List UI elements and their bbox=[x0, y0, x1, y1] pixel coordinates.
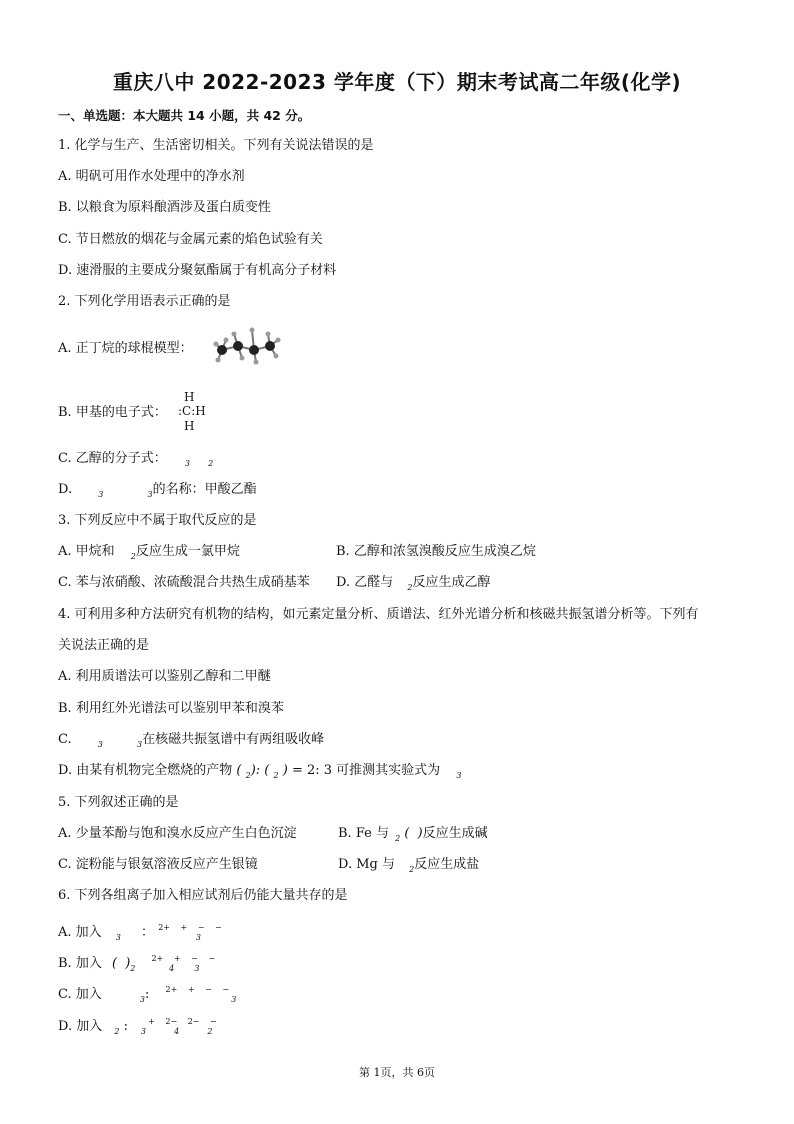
q1-stem: 1. 化学与生产、生活密切相关。下列有关说法错误的是 bbox=[58, 138, 374, 153]
q4-c-sub-1: 3 bbox=[97, 740, 103, 749]
page-footer: 第 1页，共 6页 bbox=[359, 1066, 435, 1079]
q4-option-b: B. 利用红外光谱法可以鉴别甲苯和溴苯 bbox=[58, 701, 284, 716]
q5-option-b-part2: 反应生成碱 bbox=[422, 826, 488, 841]
q3-option-a-part1: A. 甲烷和 bbox=[58, 544, 115, 559]
q3-stem: 3. 下列反应中不属于取代反应的是 bbox=[58, 513, 257, 528]
q6-option-b bbox=[58, 951, 216, 977]
q4-c-sub-2: 3 bbox=[137, 740, 143, 749]
butane-ball-stick-model-icon bbox=[212, 322, 284, 366]
q5-b-sub: 2 bbox=[395, 834, 401, 843]
q1-option-d: D. 速滑服的主要成分聚氨酯属于有机高分子材料 bbox=[58, 263, 337, 278]
q3-row-1 bbox=[58, 544, 536, 565]
methyl-electron-formula bbox=[178, 392, 218, 436]
q6-a-sub-3: 3 bbox=[195, 933, 201, 942]
q3-option-a-part2: 反应生成一氯甲烷 bbox=[135, 544, 240, 559]
q6-a-ions: 2+ + − − bbox=[158, 923, 222, 932]
q6-option-b-label: B. 加入 bbox=[58, 956, 102, 971]
q5-option-d bbox=[338, 857, 479, 878]
q6-b-sub: 2 bbox=[130, 964, 136, 973]
q6-option-c: C. 加入 $_3$: $^{2+ + - -}$ $_3$ bbox=[58, 985, 237, 1004]
q4-d-paren-1: ( bbox=[236, 763, 242, 778]
q3-option-d-part2: 反应生成乙醇 bbox=[412, 575, 491, 590]
q4-option-c-text: 在核磁共振氢谱中有两组吸收峰 bbox=[142, 732, 325, 747]
q6-b-paren-1: ( bbox=[111, 956, 118, 971]
q2-option-c bbox=[58, 451, 213, 472]
q3-option-d bbox=[336, 575, 490, 596]
q6-option-a bbox=[58, 920, 222, 946]
q1-option-c: C. 节日燃放的烟花与金属元素的焰色试验有关 bbox=[58, 232, 323, 247]
page-title: 重庆八中 2022-2023 学年度（下）期末考试高二年级(化学) bbox=[112, 70, 682, 94]
q6-d-sub: 2 bbox=[114, 1027, 120, 1036]
q5-option-a: A. 少量苯酚与饱和溴水反应产生白色沉淀 bbox=[58, 826, 297, 841]
q2-option-c-text: C. 乙醇的分子式： bbox=[58, 451, 167, 466]
q5-option-d-part2: 反应生成盐 bbox=[414, 857, 480, 872]
q6-option-d-label: D. 加入 bbox=[58, 1019, 103, 1034]
q4-option-d bbox=[58, 763, 461, 784]
q6-option-c-label: C. 加入 bbox=[58, 987, 102, 1002]
q4-d-sub-3: 3 bbox=[456, 771, 462, 780]
q2-option-d-text: 的名称：甲酸乙酯 bbox=[152, 482, 257, 497]
q5-option-c: C. 淀粉能与银氨溶液反应产生银镜 bbox=[58, 857, 258, 872]
q2-option-d-label: D. bbox=[58, 482, 73, 497]
q5-row-1 bbox=[58, 826, 488, 843]
q4-d-sub-1: 2 bbox=[245, 771, 251, 780]
q3-option-d-part1: D. 乙醛与 bbox=[336, 575, 394, 590]
q6-a-sub: 3 bbox=[115, 933, 121, 942]
q3-row-2 bbox=[58, 575, 491, 592]
q6-b-paren-2: ) bbox=[125, 956, 131, 971]
q3-option-b: B. 乙醇和浓氢溴酸反应生成溴乙烷 bbox=[336, 544, 536, 559]
q6-b-sub-3: 3 bbox=[194, 964, 200, 973]
electron-c-h: :C:H bbox=[178, 404, 206, 418]
q6-d-sub-3: 3 bbox=[140, 1027, 146, 1036]
q4-d-sub-2: 2 bbox=[273, 771, 279, 780]
q4-d-paren-4: ) bbox=[282, 763, 288, 778]
electron-h-bottom: H bbox=[184, 419, 195, 433]
q6-option-d: D. 加入 $_2$ : $^{+ 2- 2- -}$ $_3$ $_4$ $_2$ bbox=[58, 1017, 217, 1036]
q4-d-ratio-text: = 2: 3 可推测其实验式为 bbox=[291, 763, 441, 778]
q4-d-paren-3: ( bbox=[264, 763, 270, 778]
q3-option-c: C. 苯与浓硝酸、浓硫酸混合共热生成硝基苯 bbox=[58, 575, 310, 590]
q4-option-c bbox=[58, 732, 324, 753]
section-heading: 一、单选题：本大题共 14 小题，共 42 分。 bbox=[58, 108, 311, 123]
q6-b-ions: 2+ + − − bbox=[151, 954, 216, 963]
q6-d-sub-4: 4 bbox=[174, 1027, 180, 1036]
q4-option-d-text: D. 由某有机物完全燃烧的产物 bbox=[58, 763, 233, 778]
q4-option-c-label: C. bbox=[58, 732, 72, 747]
q1-option-a: A. 明矾可用作水处理中的净水剂 bbox=[58, 169, 245, 184]
q6-d-sub-2: 2 bbox=[207, 1027, 213, 1036]
q5-option-b bbox=[338, 826, 488, 847]
q6-b-sub-4: 4 bbox=[169, 964, 175, 973]
q6-option-a-label: A. 加入 bbox=[58, 925, 102, 940]
q5-b-paren-1: ( bbox=[404, 826, 410, 841]
q6-c-ions: 2+ + − − bbox=[165, 985, 230, 994]
q5-option-d-part1: D. Mg 与 bbox=[338, 857, 395, 872]
q2-c-sub-1: 3 bbox=[184, 459, 190, 468]
q1-option-b: B. 以粮食为原料酿酒涉及蛋白质变性 bbox=[58, 200, 271, 215]
q5-d-sub: 2 bbox=[409, 865, 415, 874]
q4-stem-line2: 关说法正确的是 bbox=[58, 638, 150, 653]
q5-stem: 5. 下列叙述正确的是 bbox=[58, 795, 179, 810]
q4-stem-line1: 4. 可利用多种方法研究有机物的结构，如元素定量分析、质谱法、红外光谱分析和核磁共振氢谱分析等。下列有 bbox=[58, 607, 699, 622]
q3-d-sub: 2 bbox=[407, 583, 413, 592]
q2-option-a: A. 正丁烷的球棍模型： bbox=[58, 341, 193, 356]
q2-stem: 2. 下列化学用语表示正确的是 bbox=[58, 294, 231, 309]
q6-d-ions: + 2− 2− − bbox=[148, 1017, 217, 1026]
q3-a-sub: 2 bbox=[130, 552, 136, 561]
q2-option-b: B. 甲基的电子式： bbox=[58, 405, 167, 420]
q2-d-sub-1: 3 bbox=[98, 490, 104, 499]
q2-d-sub-2: 3 bbox=[147, 490, 153, 499]
q6-stem: 6. 下列各组离子加入相应试剂后仍能大量共存的是 bbox=[58, 888, 348, 903]
q6-a-colon: ： bbox=[141, 925, 155, 940]
q5-option-b-part1: B. Fe 与 bbox=[338, 826, 389, 841]
q6-c-sub-3: 3 bbox=[231, 995, 237, 1004]
q2-option-d bbox=[58, 482, 257, 503]
q6-c-sub: 3 bbox=[139, 995, 145, 1004]
q5-row-2 bbox=[58, 857, 480, 874]
electron-h-top: H bbox=[184, 390, 195, 404]
q5-b-paren-2: ) bbox=[417, 826, 423, 841]
q4-d-paren-2: ): bbox=[250, 763, 261, 778]
q2-c-sub-2: 2 bbox=[208, 459, 214, 468]
q4-option-a: A. 利用质谱法可以鉴别乙醇和二甲醚 bbox=[58, 669, 271, 684]
